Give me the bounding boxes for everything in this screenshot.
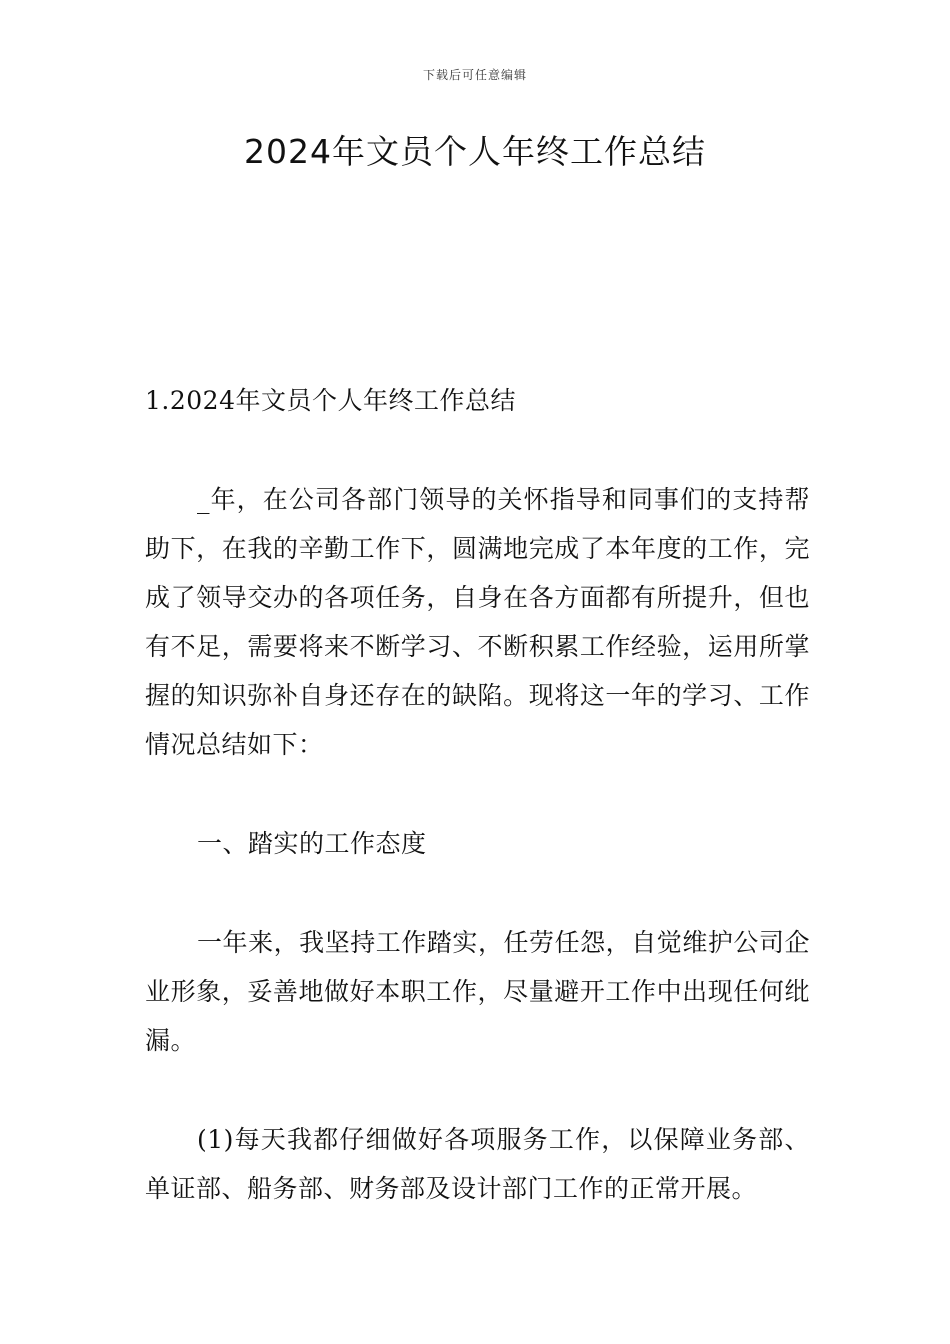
subheading-work-attitude: 一、踏实的工作态度	[197, 829, 427, 858]
paragraph-work-attitude: 一年来，我坚持工作踏实，任劳任怨，自觉维护公司企业形象，妥善地做好本职工作，尽量避开工作中出现任何纰漏。	[145, 928, 810, 1055]
paragraph-service-work: (1)每天我都仔细做好各项服务工作，以保障业务部、单证部、船务部、财务部及设计部门工作的正常开展。	[145, 1125, 810, 1203]
paragraph-intro: _年，在公司各部门领导的关怀指导和同事们的支持帮助下，在我的辛勤工作下，圆满地完成了本年度的工作，完成了领导交办的各项任务，自身在各方面都有所提升，但也有不足，需要将来不断学习、不断积累工作经验，运用所掌握的知识弥补自身还存在的缺陷。现将这一年的学习、工作情况总结如下：	[145, 485, 810, 759]
document-title: 2024年文员个人年终工作总结	[244, 132, 706, 171]
header-note: 下载后可任意编辑	[422, 68, 527, 82]
document-body	[145, 376, 810, 1213]
section-title: 1.2024年文员个人年终工作总结	[145, 386, 516, 415]
